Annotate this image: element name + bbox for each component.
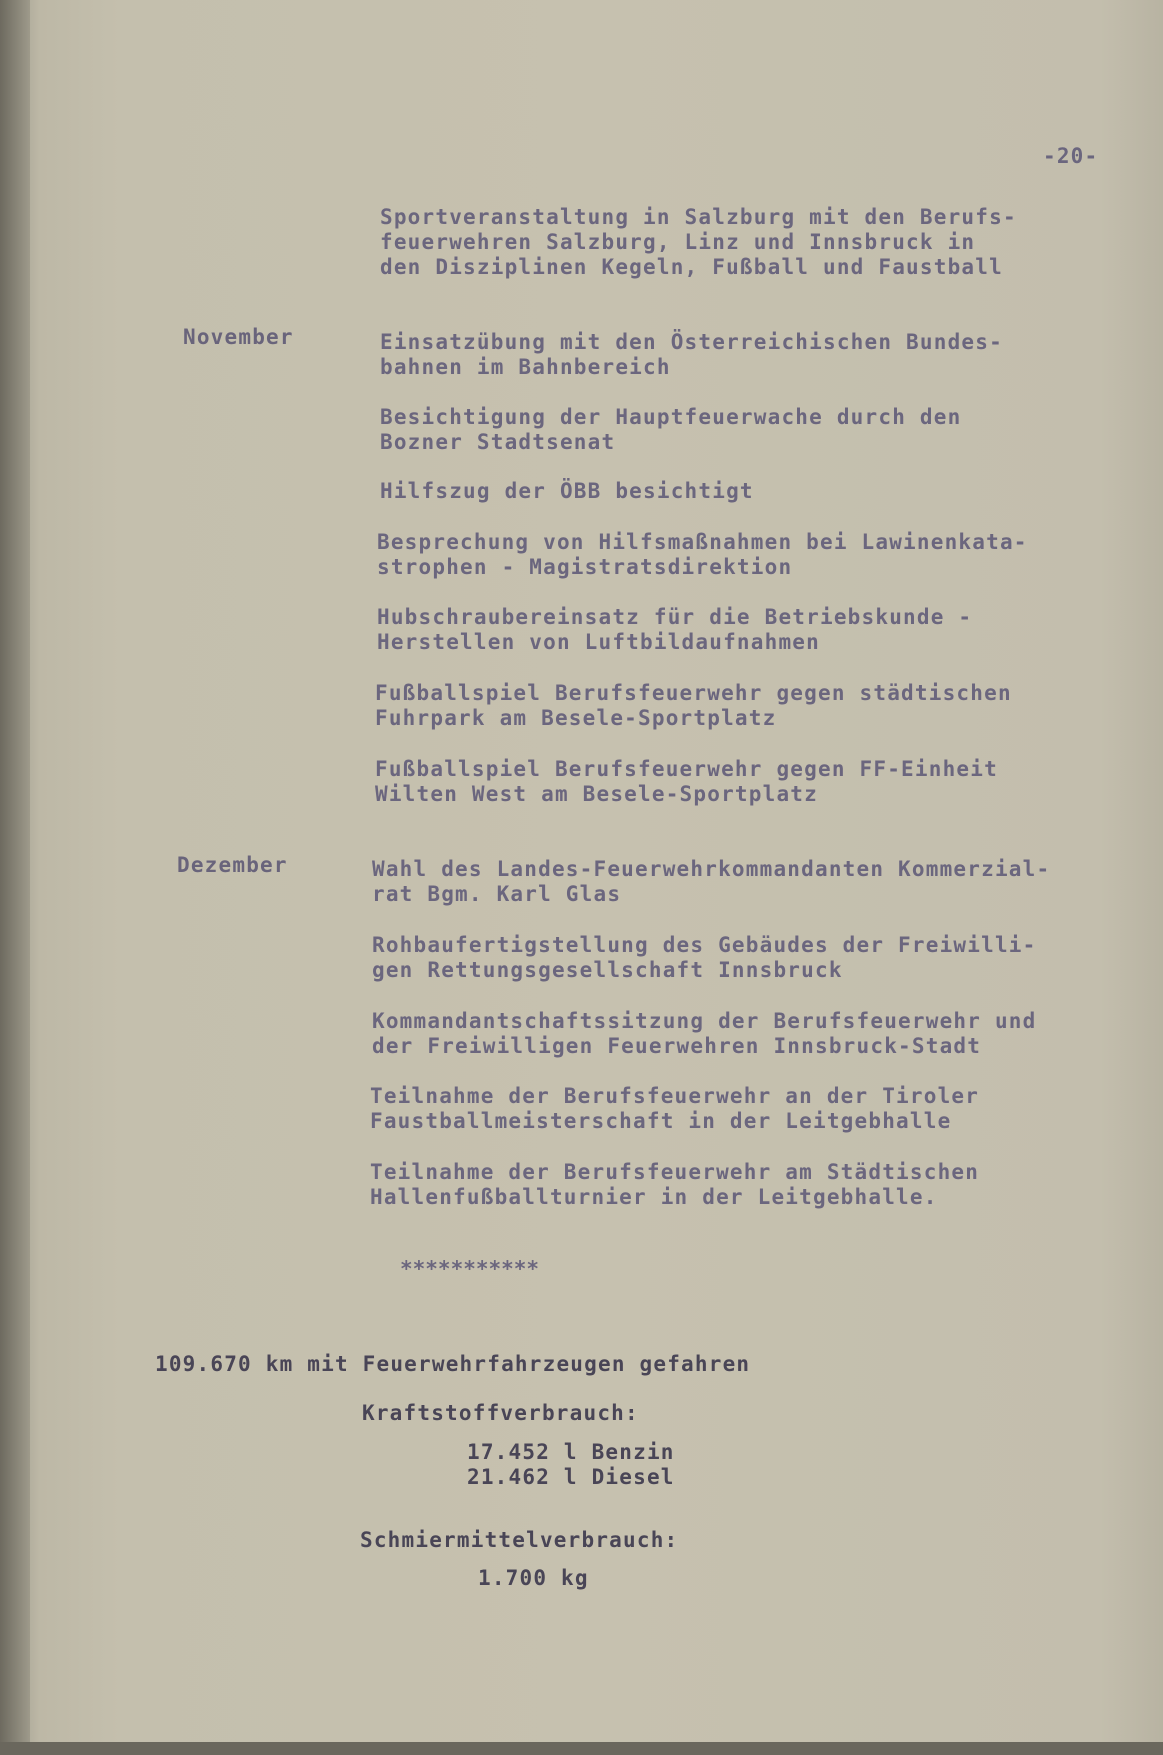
page-binding — [0, 0, 30, 1755]
november-entry-2-line-1: Besichtigung der Hauptfeuerwache durch den — [380, 405, 962, 429]
distance-summary: 109.670 km mit Feuerwehrfahrzeugen gefahren — [155, 1352, 751, 1376]
november-entry-5-line-1: Hubschraubereinsatz für die Betriebskunde - — [377, 605, 973, 629]
november-entry-7-line-1: Fußballspiel Berufsfeuerwehr gegen FF-Einheit — [375, 757, 998, 781]
dezember-entry-2-line-2: gen Rettungsgesellschaft Innsbruck — [372, 958, 843, 982]
november-entry-6-line-2: Fuhrpark am Besele-Sportplatz — [375, 706, 777, 730]
dezember-entry-1-line-1: Wahl des Landes-Feuerwehrkommandanten Kommerzial- — [372, 857, 1051, 881]
intro-line-2: feuerwehren Salzburg, Linz und Innsbruck in — [380, 230, 976, 254]
dezember-entry-3-line-1: Kommandantschaftssitzung der Berufsfeuerwehr und — [372, 1009, 1037, 1033]
dezember-entry-1-line-2: rat Bgm. Karl Glas — [372, 882, 622, 906]
dezember-entry-5-line-1: Teilnahme der Berufsfeuerwehr am Städtischen — [370, 1160, 980, 1184]
dezember-entry-4-line-2: Faustballmeisterschaft in der Leitgebhalle — [370, 1109, 952, 1133]
month-label-dezember: Dezember — [177, 853, 288, 877]
november-entry-6-line-1: Fußballspiel Berufsfeuerwehr gegen städtischen — [375, 681, 1012, 705]
page-number: -20- — [1043, 144, 1099, 168]
intro-line-3: den Disziplinen Kegeln, Fußball und Faustball — [380, 255, 1003, 279]
fuel-heading: Kraftstoffverbrauch: — [362, 1401, 639, 1425]
lubricant-value: 1.700 kg — [478, 1566, 589, 1590]
november-entry-5-line-2: Herstellen von Luftbildaufnahmen — [377, 630, 820, 654]
separator-stars: *********** — [400, 1257, 540, 1281]
month-label-november: November — [183, 325, 294, 349]
fuel-benzin: 17.452 l Benzin — [467, 1440, 675, 1464]
november-entry-4-line-1: Besprechung von Hilfsmaßnahmen bei Lawinenkata- — [377, 530, 1028, 554]
dezember-entry-2-line-1: Rohbaufertigstellung des Gebäudes der Freiwilli- — [372, 933, 1037, 957]
november-entry-1-line-2: bahnen im Bahnbereich — [380, 355, 671, 379]
dezember-entry-3-line-2: der Freiwilligen Feuerwehren Innsbruck-Stadt — [372, 1034, 982, 1058]
november-entry-3-line-1: Hilfszug der ÖBB besichtigt — [380, 479, 754, 503]
page-bottom-edge — [0, 1742, 1163, 1755]
november-entry-7-line-2: Wilten West am Besele-Sportplatz — [375, 782, 818, 806]
november-entry-1-line-1: Einsatzübung mit den Österreichischen Bundes- — [380, 330, 1003, 354]
fuel-diesel: 21.462 l Diesel — [467, 1465, 675, 1489]
dezember-entry-5-line-2: Hallenfußballturnier in der Leitgebhalle. — [370, 1185, 938, 1209]
lubricant-heading: Schmiermittelverbrauch: — [360, 1528, 679, 1552]
dezember-entry-4-line-1: Teilnahme der Berufsfeuerwehr an der Tiroler — [370, 1084, 980, 1108]
november-entry-4-line-2: strophen - Magistratsdirektion — [377, 555, 793, 579]
intro-line-1: Sportveranstaltung in Salzburg mit den Berufs- — [380, 205, 1017, 229]
november-entry-2-line-2: Bozner Stadtsenat — [380, 430, 616, 454]
